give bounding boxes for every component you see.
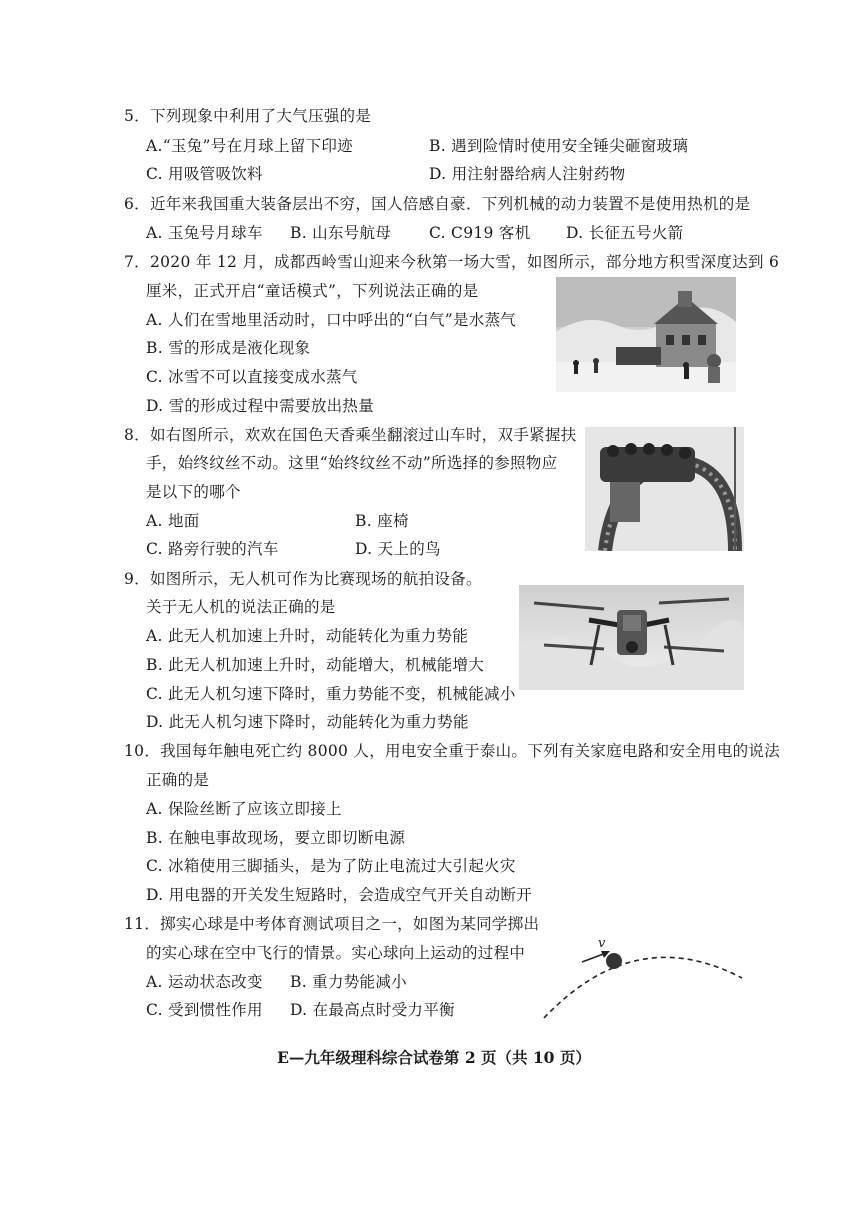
q5-option-c: C. 用吸管吸饮料 — [146, 165, 263, 183]
page-footer: E—九年级理科综合试卷第 2 页（共 10 页） — [277, 1048, 591, 1067]
q8-stem-line1: 8．如右图所示，欢欢在国色天香乘坐翻滚过山车时，双手紧握扶 — [124, 426, 577, 444]
q9-option-a: A. 此无人机加速上升时，动能转化为重力势能 — [146, 627, 469, 645]
q8-stem-line3: 是以下的哪个 — [146, 483, 241, 501]
q7-option-d: D. 雪的形成过程中需要放出热量 — [146, 397, 375, 415]
q10-stem-line2: 正确的是 — [146, 771, 210, 789]
roller-coaster-photo — [585, 427, 744, 551]
velocity-label: v — [598, 936, 606, 951]
q9-option-d: D. 此无人机匀速下降时，动能转化为重力势能 — [146, 713, 469, 731]
q10-option-c: C. 冰箱使用三脚插头，是为了防止电流过大引起火灾 — [146, 857, 516, 875]
q8-option-b: B. 座椅 — [355, 512, 409, 530]
q7-option-b: B. 雪的形成是液化现象 — [146, 339, 311, 357]
q5-option-d: D. 用注射器给病人注射药物 — [429, 165, 626, 183]
q7-stem-line2: 厘米，正式开启“童话模式”，下列说法正确的是 — [146, 282, 479, 300]
q11-option-a: A. 运动状态改变 — [146, 973, 263, 991]
q8-option-c: C. 路旁行驶的汽车 — [146, 540, 279, 558]
q10-stem-line1: 10．我国每年触电死亡约 8000 人，用电安全重于泰山。下列有关家庭电路和安全用电的说法 — [124, 742, 781, 760]
q7-option-a: A. 人们在雪地里活动时，口中呼出的“白气”是水蒸气 — [146, 311, 517, 329]
q11-stem-line1: 11．掷实心球是中考体育测试项目之一，如图为某同学掷出 — [124, 915, 540, 933]
q11-option-b: B. 重力势能减小 — [290, 973, 407, 991]
q9-option-c: C. 此无人机匀速下降时，重力势能不变，机械能减小 — [146, 685, 516, 703]
q5-stem: 5．下列现象中利用了大气压强的是 — [124, 107, 372, 125]
q8-stem-line2: 手，始终纹丝不动。这里“始终纹丝不动”所选择的参照物应 — [146, 454, 558, 472]
q8-option-d: D. 天上的鸟 — [355, 540, 441, 558]
q10-option-a: A. 保险丝断了应该立即接上 — [146, 800, 342, 818]
q11-option-c: C. 受到惯性作用 — [146, 1001, 263, 1019]
q9-option-b: B. 此无人机加速上升时，动能增大，机械能增大 — [146, 656, 485, 674]
q6-option-b: B. 山东号航母 — [290, 224, 392, 242]
q6-option-c: C. C919 客机 — [429, 224, 531, 242]
q5-option-a: A.“玉兔”号在月球上留下印迹 — [146, 137, 353, 155]
q6-option-d: D. 长征五号火箭 — [566, 224, 684, 242]
snow-mountain-photo — [556, 277, 736, 392]
q5-option-b: B. 遇到险情时使用安全锤尖砸窗玻璃 — [429, 137, 689, 155]
q7-stem-line1: 7．2020 年 12 月，成都西岭雪山迎来今秋第一场大雪，如图所示，部分地方积雪深度达到 6 — [124, 253, 780, 271]
q8-option-a: A. 地面 — [146, 512, 200, 530]
ball-icon — [606, 953, 622, 969]
drone-photo — [519, 585, 744, 690]
q10-option-b: B. 在触电事故现场，要立即切断电源 — [146, 829, 406, 847]
q9-stem-line1: 9．如图所示，无人机可作为比赛现场的航拍设备。 — [124, 570, 482, 588]
trajectory-svg — [540, 932, 745, 1022]
q11-stem-line2: 的实心球在空中飞行的情景。实心球向上运动的过程中 — [146, 944, 526, 962]
q7-option-c: C. 冰雪不可以直接变成水蒸气 — [146, 368, 358, 386]
q11-option-d: D. 在最高点时受力平衡 — [290, 1001, 455, 1019]
q6-stem: 6．近年来我国重大装备层出不穷，国人倍感自豪．下列机械的动力装置不是使用热机的是 — [124, 195, 751, 213]
q10-option-d: D. 用电器的开关发生短路时，会造成空气开关自动断开 — [146, 886, 533, 904]
ball-trajectory-diagram — [540, 932, 745, 1022]
q6-option-a: A. 玉兔号月球车 — [146, 224, 263, 242]
q9-stem-line2: 关于无人机的说法正确的是 — [146, 598, 336, 616]
